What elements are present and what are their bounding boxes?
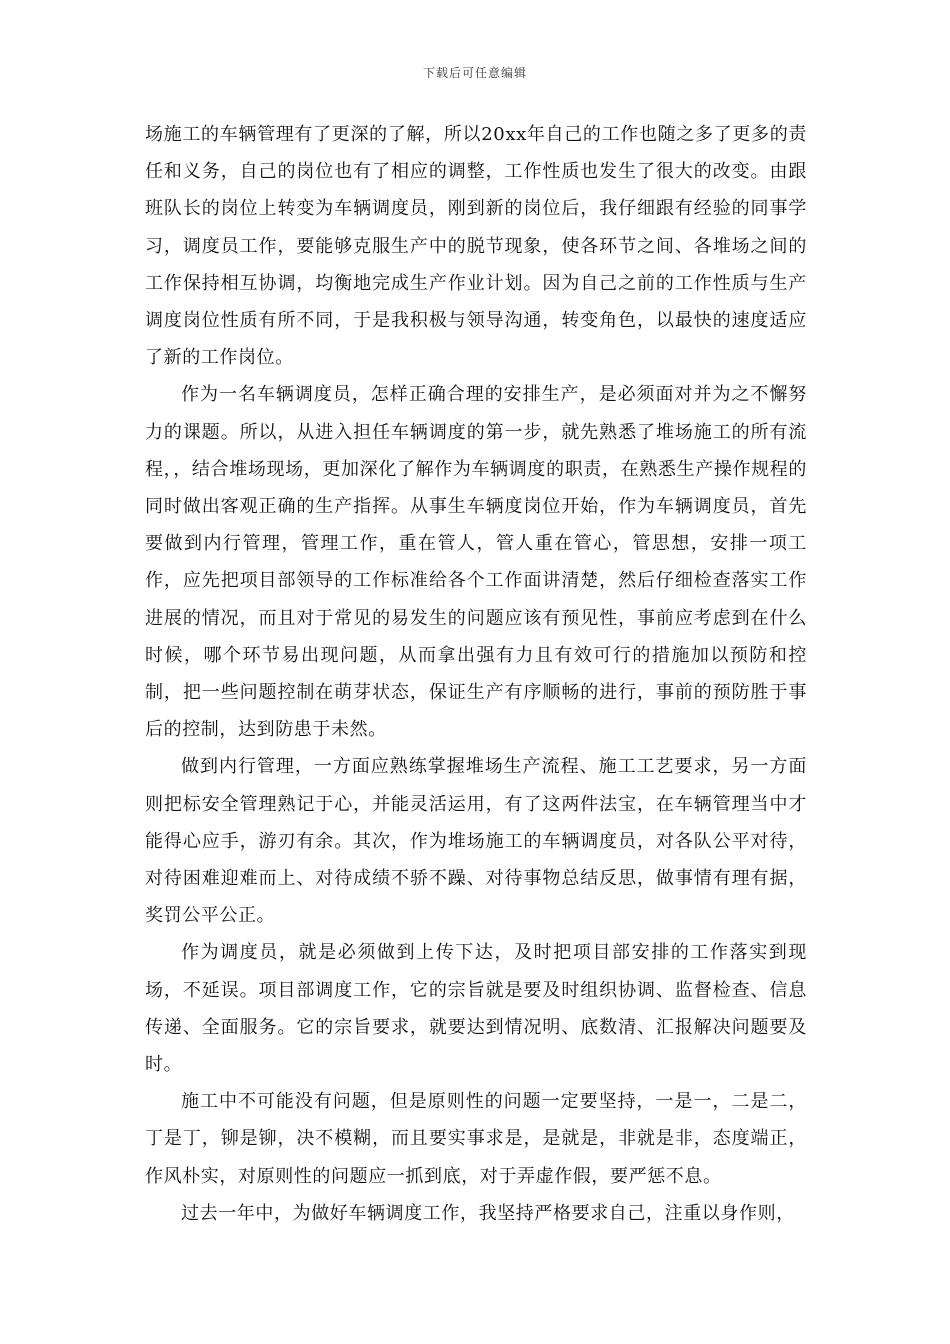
- paragraph-6: 过去一年中，为做好车辆调度工作，我坚持严格要求自己，注重以身作则，: [181, 1202, 795, 1224]
- paragraph-2: 作为一名车辆调度员，怎样正确合理的安排生产，是必须面对并为之不懈努力的课题。所以，从进入担任车辆调度的第一步，就先熟悉了堆场施工的所有流程，，结合堆场现场，更加深化了解作为车辆调度的职责，在熟悉生产操作规程的同时做出客观正确的生产指挥。从事生车辆度岗位开始，作为车辆调度员，首先要做到内行管理，管理工作，重在管人，管人重在管心，管思想，安排一项工作，应先把项目部领导的工作标准给各个工作面讲清楚，然后仔细检查落实工作进展的情况，而且对于常见的易发生的问题应该有预见性，事前应考虑到在什么时候，哪个环节易出现问题，从而拿出强有力且有效可行的措施加以预防和控制，把一些问题控制在萌芽状态，保证生产有序顺畅的进行，事前的预防胜于事后的控制，达到防患于未然。: [145, 384, 807, 741]
- paragraph-4: 作为调度员，就是必须做到上传下达，及时把项目部安排的工作落实到现场，不延误。项目部调度工作，它的宗旨就是要及时组织协调、监督检查、信息传递、全面服务。它的宗旨要求，就要达到情况明、底数清、汇报解决问题要及时。: [145, 942, 807, 1076]
- paragraph-3: 做到内行管理，一方面应熟练掌握堆场生产流程、施工工艺要求，另一方面则把标安全管理熟记于心，并能灵活运用，有了这两件法宝，在车辆管理当中才能得心应手，游刃有余。其次，作为堆场施工的车辆调度员，对各队公平对待，对待困难迎难而上、对待成绩不骄不躁、对待事物总结反思，做事情有理有据，奖罚公平公正。: [145, 756, 807, 927]
- paragraph-5: 施工中不可能没有问题，但是原则性的问题一定要坚持，一是一，二是二，丁是丁，铆是铆，决不模糊，而且要实事求是，是就是，非就是非，态度端正，作风朴实，对原则性的问题应一抓到底，对于弄虚作假，要严惩不息。: [145, 1091, 807, 1187]
- page-header-note: 下载后可任意编辑: [422, 66, 527, 80]
- document-body: [145, 116, 807, 1232]
- paragraph-1: 场施工的车辆管理有了更深的了解，所以20xx年自己的工作也随之多了更多的责任和义务，自己的岗位也有了相应的调整，工作性质也发生了很大的改变。由跟班队长的岗位上转变为车辆调度员，刚到新的岗位后，我仔细跟有经验的同事学习，调度员工作，要能够克服生产中的脱节现象，使各环节之间、各堆场之间的工作保持相互协调，均衡地完成生产作业计划。因为自己之前的工作性质与生产调度岗位性质有所不同，于是我积极与领导沟通，转变角色，以最快的速度适应了新的工作岗位。: [145, 124, 807, 369]
